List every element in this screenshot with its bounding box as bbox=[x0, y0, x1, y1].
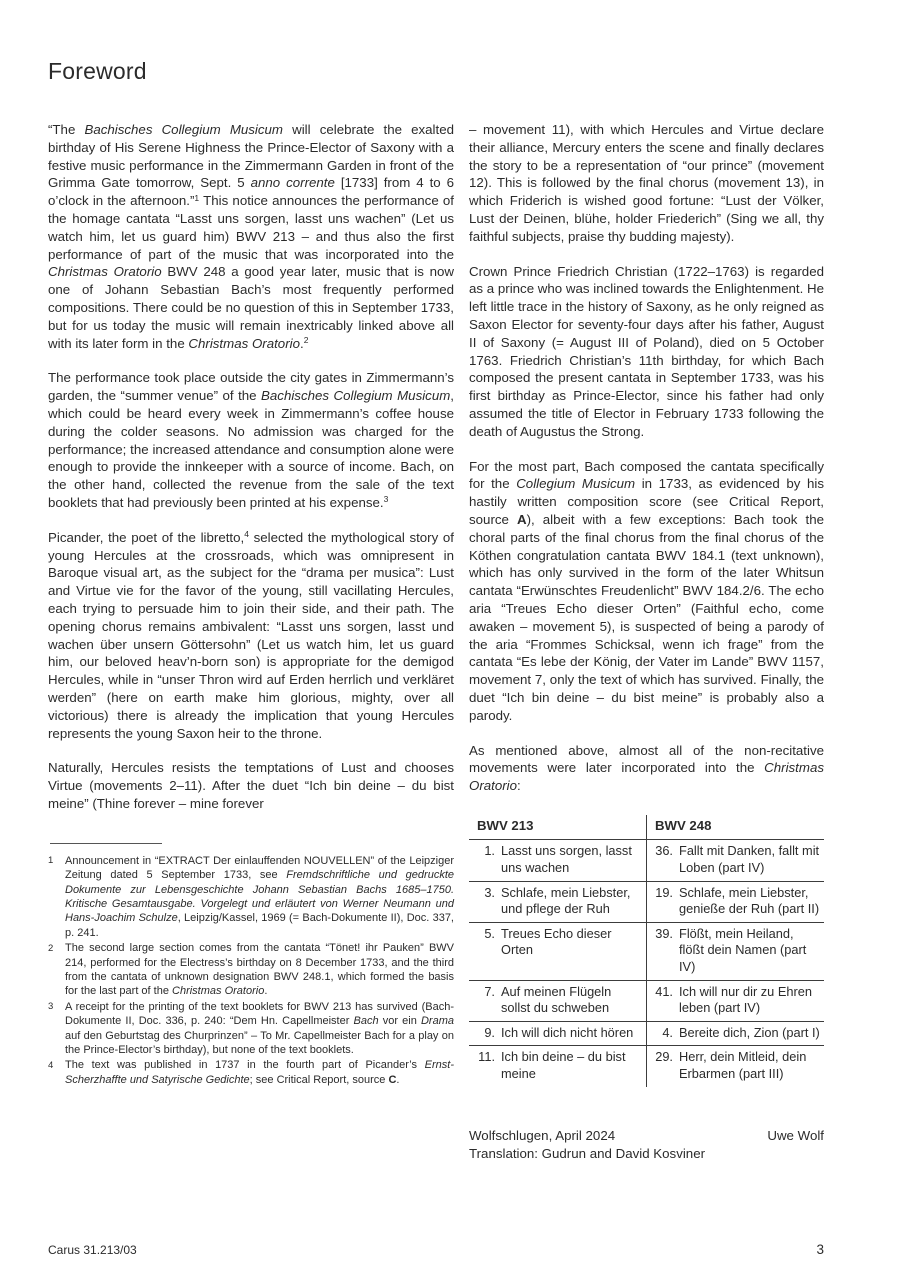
movement-number: 19. bbox=[655, 884, 673, 900]
catalog-number: Carus 31.213/03 bbox=[48, 1243, 137, 1257]
table-cell-bwv248 bbox=[647, 840, 825, 881]
movement-number: 1. bbox=[484, 843, 495, 859]
movement-title: Ich bin deine – du bist meine bbox=[501, 1049, 626, 1082]
paragraph-table-intro: As mentioned above, almost all of the non-recitative movements were later incorporated into the Christmas Oratorio: bbox=[469, 742, 824, 794]
table-row bbox=[469, 980, 824, 1021]
author-name: Uwe Wolf bbox=[767, 1127, 824, 1143]
table-row bbox=[469, 840, 824, 881]
footnote-number: 2 bbox=[48, 942, 54, 954]
footnote-number: 1 bbox=[48, 855, 54, 867]
movement-title: Bereite dich, Zion (part I) bbox=[679, 1024, 820, 1040]
movement-number: 39. bbox=[655, 925, 673, 941]
movement-number: 36. bbox=[655, 843, 673, 859]
table-cell-bwv248 bbox=[647, 1021, 825, 1046]
signature-row bbox=[469, 1127, 824, 1145]
footnote-text: Announcement in “EXTRACT Der einlauffenden NOUVELLEN” of the Leipziger Zeitung dated 5 September 1733, see Fremdschriftliche und gedruckte Dokumente zur Lebensgeschichte Johann Sebastian Bachs 1685–1750. Kritische Gesamtausgabe. Vorgelegt und erläutert von Werner Neumann und Hans-Joachim Schulze, Leipzig/Kassel, 1969 (= Bach-Dokumente II), Doc. 337, p. 241. bbox=[65, 854, 454, 939]
movement-title: Schlafe, mein Liebster, genieße der Ruh (part II) bbox=[679, 884, 820, 917]
bwv-comparison-table bbox=[469, 815, 824, 1087]
table-cell-bwv213 bbox=[469, 1021, 647, 1046]
page-number: 3 bbox=[816, 1242, 824, 1257]
paragraph-performance-venue: The performance took place outside the city gates in Zimmermann’s garden, the “summer venue” of the Bachisches Collegium Musicum, which could be heard every week in Zimmermann’s coffee house during the colder seasons. No admission was charged for the performance; the increased attendance and consumption alone were enough to provide the innkeeper with a source of income. Bach, on the other hand, collected the revenue from the sale of the text booklets that had previously been printed at his expense.$^3$ bbox=[48, 370, 454, 510]
movement-title: Ich will nur dir zu Ehren leben (part IV) bbox=[679, 983, 812, 1016]
movement-number: 11. bbox=[478, 1049, 495, 1065]
movement-number: 3. bbox=[484, 884, 495, 900]
right-column bbox=[469, 121, 824, 1163]
paragraph-crown-prince: Crown Prince Friedrich Christian (1722–1763) is regarded as a prince who was inclined towards the Enlightenment. He left little trace in the history of Saxony, as he only reigned as Saxon Elector for seventy-four days after his father, August II of Saxony (= August III of Poland), died on 5 October 1763. Friedrich Christian’s 11th birthday, for which Bach composed the present cantata in September 1733, was his first birthday as Prince-Elector, since his father had only assumed the title of Elector in February 1733 following the death of Augustus the Strong. bbox=[469, 263, 824, 439]
table-cell-bwv213 bbox=[469, 840, 647, 881]
table-cell-bwv248 bbox=[647, 881, 825, 922]
footnote-number: 3 bbox=[48, 1001, 54, 1013]
paragraph-picander: Picander, the poet of the libretto,$^4$ selected the mythological story of young Hercules at the crossroads, which was omnipresent in Baroque visual art, as the subject for the “drama per musica”: Lust and Virtue vie for the favor of the young, still vacillating Hercules, each trying to persuade him to join their side, and their path. The opening chorus remains ambivalent: “Lasst uns sorgen, lasst und wachen über unsern Göttersohn” (Let us watch him, let us guard him, our beloved heav’n-born son) is appropriate for the demigod Hercules, while in “unser Thron wird auf Erden herrlich und verkläret werden” (here on earth make him glorious, mighty, over all victorious) there is already the implication that young Hercules represents the young Saxon heir to the throne. bbox=[48, 529, 454, 741]
table-cell-bwv213 bbox=[469, 922, 647, 980]
paragraph-composition: For the most part, Bach composed the cantata specifically for the Collegium Musicum in 1733, as evidenced by his hastily written composition score (see Critical Report, source A), albeit with a few exceptions: Bach took the choral parts of the final chorus from the final chorus of the Köthen congratulation cantata BWV 184.1 (text unknown), which has only survived in the form of the later Whitsun cantata “Erwünschtes Freudenlicht” BWV 184.2/6. The echo aria “Treues Echo dieser Orten” (Faithful echo, come awaken – movement 5), is suspected of being a parody of the aria “Frommes Schicksal, wenn ich frage” from the cantata “Es lebe der König, der Vater im Lande” BWV 1157, movement 7, only the text of which has survived. Finally, the duet “Ich bin deine – du bist meine” is probably also a parody. bbox=[469, 458, 825, 723]
movement-number: 9. bbox=[484, 1024, 495, 1040]
place-date: Wolfschlugen, April 2024 bbox=[469, 1127, 616, 1143]
table-header-bwv213: BWV 213 bbox=[469, 815, 647, 840]
movement-number: 7. bbox=[484, 983, 495, 999]
footnote-text: The text was published in 1737 in the fourth part of Picander’s Ernst-Scherzhaffte und Satyrische Gedichte; see Critical Report, source C. bbox=[65, 1059, 454, 1086]
table-row bbox=[469, 922, 824, 980]
movement-number: 41. bbox=[655, 983, 673, 999]
table-cell-bwv248 bbox=[647, 1046, 825, 1087]
footnote-text: The second large section comes from the cantata “Tönet! ihr Pauken” BWV 214, performed for the Electress’s birthday on 8 December 1733, and the third from the cantata of unknown designation BWV 248.1, which formed the basis for the last part of the Christmas Oratorio. bbox=[65, 942, 454, 998]
footnote-4 bbox=[48, 1058, 454, 1087]
page-footer bbox=[48, 1242, 824, 1257]
footnote-number: 4 bbox=[48, 1059, 54, 1071]
table-row bbox=[469, 1021, 824, 1046]
translation-credit: Translation: Gudrun and David Kosviner bbox=[469, 1145, 706, 1161]
footnote-text: A receipt for the printing of the text booklets for BWV 213 has survived (Bach-Dokumente II, Doc. 336, p. 240: “Dem Hn. Capellmeister Bach vor ein Drama auf den Geburtstag des Churprinzen” – To Mr. Capellmeister Bach for a play on the Prince-Elector’s birthday), but none of the text booklets. bbox=[65, 1000, 454, 1056]
table-cell-bwv213 bbox=[469, 1046, 647, 1087]
movement-title: Auf meinen Flügeln sollst du schweben bbox=[501, 983, 612, 1016]
movement-title: Ich will dich nicht hören bbox=[501, 1024, 634, 1040]
movement-number: 5. bbox=[484, 925, 495, 941]
page-title: Foreword bbox=[48, 58, 147, 84]
table-cell-bwv248 bbox=[647, 922, 825, 980]
table-cell-bwv213 bbox=[469, 881, 647, 922]
paragraph-notice: “The Bachisches Collegium Musicum will celebrate the exalted birthday of His Serene Highness the Prince-Elector of Saxony with a festive music performance in the Zimmermann Garden in front of the Grimma Gate tomorrow, Sept. 5 anno corrente [1733] from 4 to 6 o’clock in the afternoon.”$^1$ This notice announces the performance of the homage cantata “Lasst uns sorgen, lasst uns wachen” (Let us watch him, let us guard him) BWV 213 – and thus also the first performance of part of the music that was incorporated into the Christmas Oratorio BWV 248 a good year later, music that is now one of Johann Sebastian Bach’s most frequently performed compositions. There could be no question of this in September 1733, but for us today the music will remain inextricably linked above all with its later form in the Christmas Oratorio.$^2$ bbox=[48, 122, 455, 351]
footnote-2 bbox=[48, 941, 454, 999]
paragraph-hercules: Naturally, Hercules resists the temptations of Lust and chooses Virtue (movements 2–11). After the duet “Ich bin deine – du bist meine” (Thine forever – mine forever bbox=[48, 760, 454, 811]
table-cell-bwv213 bbox=[469, 980, 647, 1021]
table-row bbox=[469, 1046, 824, 1087]
two-column-layout bbox=[48, 121, 824, 1163]
footnote-divider bbox=[50, 843, 162, 844]
movement-title: Fallt mit Danken, fallt mit Loben (part IV) bbox=[679, 843, 820, 876]
footnote-1 bbox=[48, 854, 454, 940]
footnote-3 bbox=[48, 1000, 454, 1058]
paragraph-finale: – movement 11), with which Hercules and Virtue declare their alliance, Mercury enters the scene and finally declares the story to be a representation of “our prince” (movement 12). This is followed by the final chorus (movement 13), in which Friderich is wished good fortune: “Lust der Völker, Lust der Deinen, blühe, holder Friederich” (Sing we all, thy faithful subjects, praise thy budding majesty). bbox=[469, 122, 824, 244]
table-header-row bbox=[469, 815, 824, 840]
movement-title: Treues Echo dieser Orten bbox=[501, 925, 612, 958]
movement-title: Schlafe, mein Liebster, und pflege der Ruh bbox=[501, 884, 631, 917]
movement-title: Lasst uns sorgen, lasst uns wachen bbox=[501, 843, 632, 876]
table-header-bwv248: BWV 248 bbox=[647, 815, 825, 840]
table-cell-bwv248 bbox=[647, 980, 825, 1021]
signature-block bbox=[469, 1127, 824, 1163]
movement-title: Herr, dein Mitleid, dein Erbarmen (part III) bbox=[679, 1049, 807, 1082]
movement-number: 29. bbox=[655, 1049, 673, 1065]
table-row bbox=[469, 881, 824, 922]
left-column bbox=[48, 121, 454, 1088]
movement-number: 4. bbox=[662, 1024, 673, 1040]
movement-title: Flößt, mein Heiland, flößt dein Namen (part IV) bbox=[679, 925, 807, 975]
